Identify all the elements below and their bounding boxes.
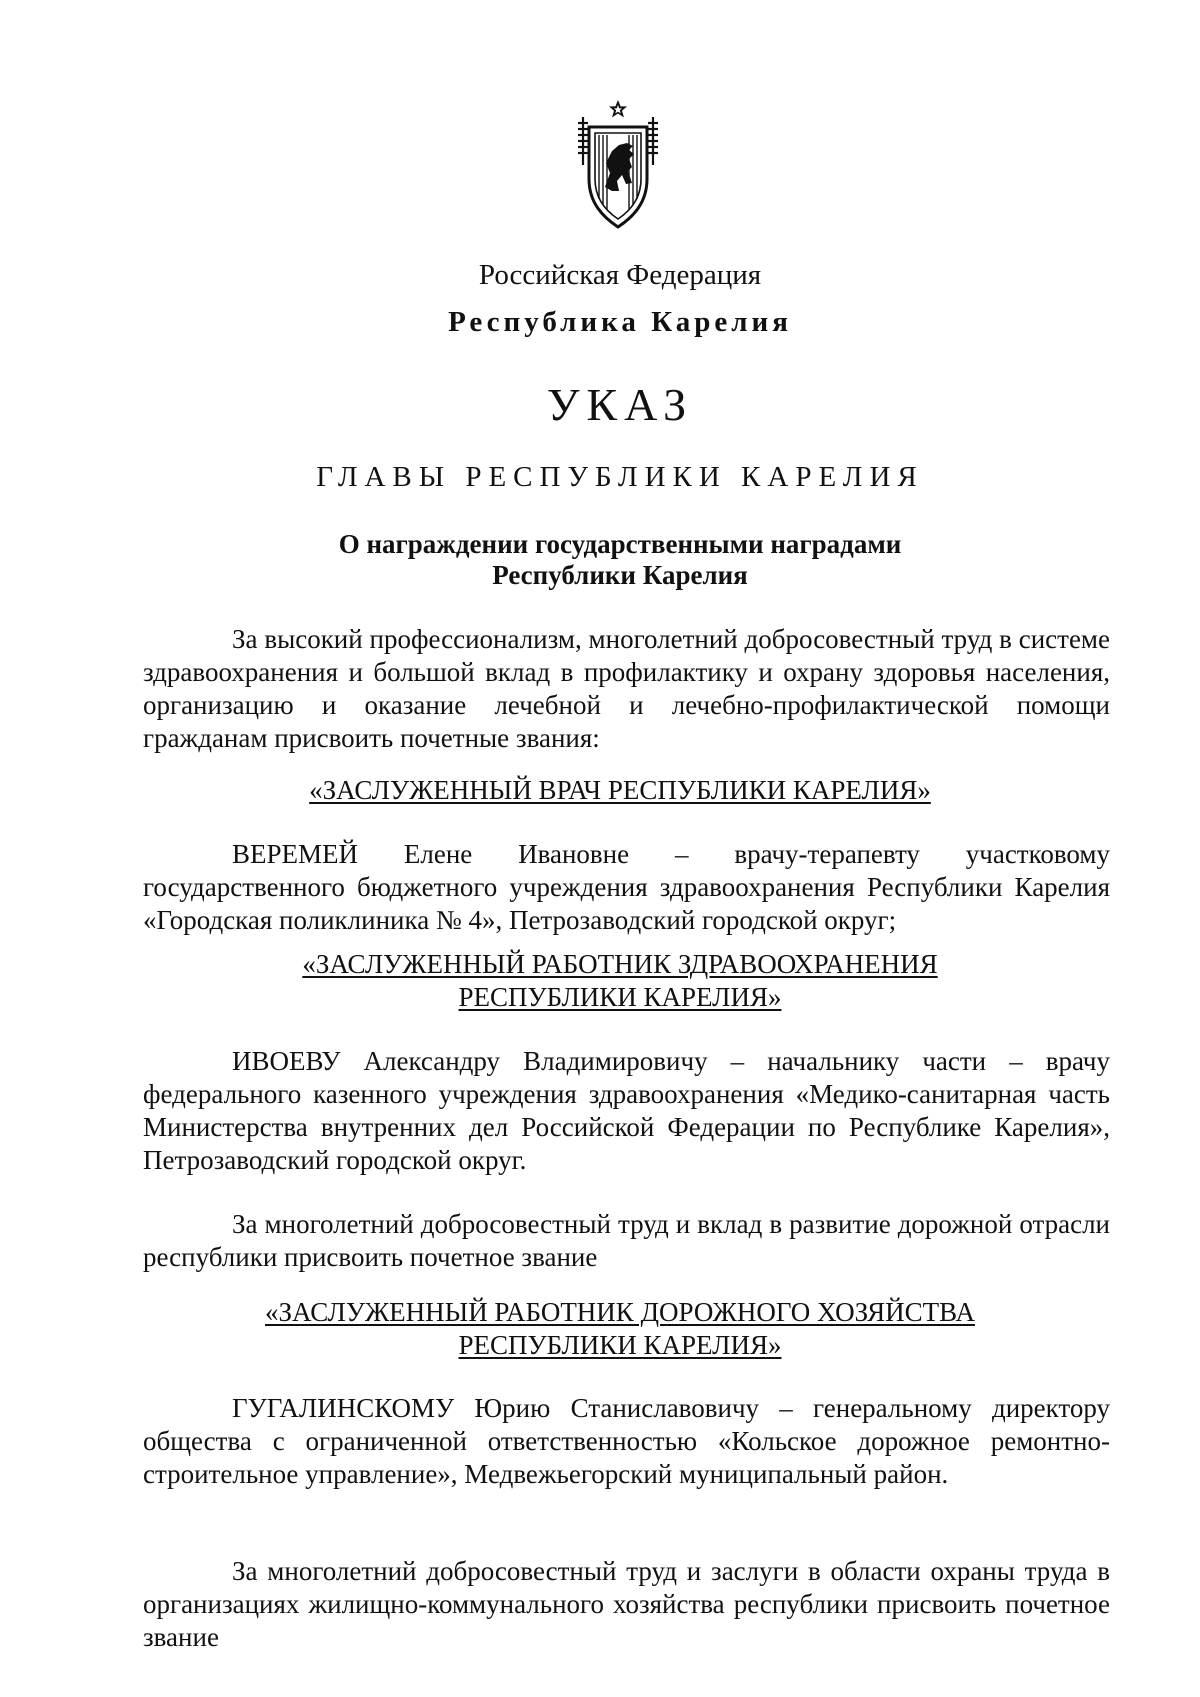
award-title-line: РЕСПУБЛИКИ КАРЕЛИЯ» [458, 982, 782, 1012]
paragraph: За многолетний добросовестный труд и заслуги в области охраны труда в организациях жилищно-коммунального хозяйства республики присвоить почетное звание [143, 1556, 1110, 1652]
subject-line: О награждении государственными наградами [338, 529, 902, 559]
award-title-line: РЕСПУБЛИКИ КАРЕЛИЯ» [458, 1330, 782, 1360]
award-title-line: «ЗАСЛУЖЕННЫЙ ВРАЧ РЕСПУБЛИКИ КАРЕЛИЯ» [309, 775, 931, 805]
country-name: Российская Федерация [478, 259, 762, 291]
paragraph: ИВОЕВУ Александру Владимировичу – начальнику части – врачу федерального казенного учреждения здравоохранения «Медико-санитарная часть Министерства внутренних дел Российской Федерации по Республике Карелия», Петрозаводский городской округ. [143, 1046, 1110, 1175]
document-subject [0, 529, 1200, 591]
award-title-line: «ЗАСЛУЖЕННЫЙ РАБОТНИК ДОРОЖНОГО ХОЗЯЙСТВА [265, 1297, 975, 1327]
paragraph: ВЕРЕМЕЙ Елене Ивановне – врачу-терапевту участковому государственного бюджетного учреждения здравоохранения Республики Карелия «Городская поликлиника № 4», Петрозаводский городской округ; [143, 839, 1110, 935]
karelia-coat-of-arms-icon [577, 99, 659, 229]
document-type: УКАЗ [546, 379, 694, 430]
paragraph: ГУГАЛИНСКОМУ Юрию Станиславовичу – генеральному директору общества с ограниченной ответственностью «Кольское дорожное ремонтно-строительное управление», Медвежьегорский муниципальный район. [143, 1393, 1110, 1489]
subject-line: Республики Карелия [492, 560, 748, 590]
award-title [0, 1296, 1200, 1362]
issuer: ГЛАВЫ РЕСПУБЛИКИ КАРЕЛИЯ [316, 461, 924, 493]
paragraph: За многолетний добросовестный труд и вклад в развитие дорожной отрасли республики присвоить почетное звание [143, 1209, 1110, 1272]
paragraph: За высокий профессионализм, многолетний добросовестный труд в системе здравоохранения и большой вклад в профилактику и охрану здоровья населения, организацию и оказание лечебной и лечебно-профилактической помощи гражданам присвоить почетные звания: [143, 624, 1110, 753]
award-title-line: «ЗАСЛУЖЕННЫЙ РАБОТНИК ЗДРАВООХРАНЕНИЯ [302, 949, 938, 979]
award-title [0, 774, 1200, 807]
republic-name: Республика Карелия [448, 306, 792, 338]
award-title [0, 948, 1200, 1014]
